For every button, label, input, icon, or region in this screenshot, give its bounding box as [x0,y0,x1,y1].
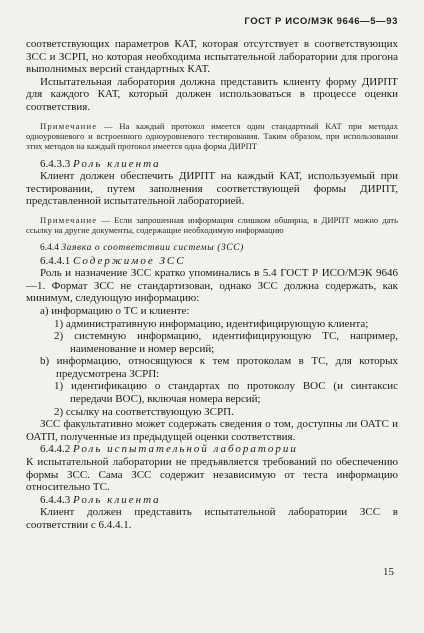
section-title: Роль клиента [73,157,161,170]
note-text: — Если запрошенная информация слишком обширна, в ДИРПТ можно дать ссылку на другие документы, содержащие необходимую информацию [26,214,398,235]
paragraph: ЗСС факультативно может содержать сведения о том, доступны ли ОАТС и ОАТП, полученные из предыдущей оценки соответствия. [26,418,398,443]
section-heading [26,158,398,171]
note-text: — На каждый протокол имеется один стандартный КАТ при методах одноуровневого и встроенного одноуровневого тестирования. Таким образом, при использовании этих методов на каждый протокол имеется одна форма ДИРПТ [26,120,398,151]
list-item: 1) идентификацию о стандартах по протоколу ВОС (и синтаксис передачи ВОС), включая номера версий; [54,380,398,406]
page-number: 15 [383,566,394,578]
section-title: Роль клиента [73,493,161,506]
list-item: 2) ссылку на соответствующую ЗСРП. [54,405,234,418]
section-heading [26,242,398,255]
paragraph: соответствующих параметров КАТ, которая отсутствует в соответствующих ЗСС и ЗСРП, но которая необходима испытательной лаборатории для прогона выполнимых версий стандартных КАТ. [26,38,398,76]
section-number: 6.4.4 [40,242,59,253]
paragraph: К испытательной лаборатории не предъявляется требований по обеспечению формы ЗСС. Сама ЗСС содержит независимую от теста информацию относительно ТС. [26,456,398,494]
note-label: Примечание [40,120,98,131]
section-heading [26,443,398,456]
paragraph: Клиент должен представить испытательной лаборатории ЗСС в соответствии с 6.4.4.1. [26,506,398,531]
document-body [26,38,398,532]
section-title: Роль испытательной лаборатории [73,443,298,456]
list-item: а) информацию о ТС и клиенте: [40,304,190,317]
section-title: Содержимое ЗСС [73,254,186,267]
paragraph: Клиент должен обеспечить ДИРПТ на каждый КАТ, используемый при тестировании, путем заполнения соответствующей формы ДИРПТ, представленной испытательной лабораторией. [26,170,398,208]
section-heading [26,494,398,507]
section-title: Заявка о соответствии системы (ЗСС) [61,242,244,253]
note [26,121,398,151]
section-number: 6.4.4.1 [40,254,71,267]
paragraph: Роль и назначение ЗСС кратко упоминались в 5.4 ГОСТ Р ИСО/МЭК 9646—1. Формат ЗСС не стандартизован, однако ЗСС должна содержать, как минимум, следующую информацию: [26,267,398,305]
note-label: Примечание [40,214,98,225]
note [26,215,398,235]
section-heading [26,255,398,268]
list-item: 2) системную информацию, идентифицирующую ТС, например, наименование и номер версий; [54,330,398,355]
section-number: 6.4.4.3 [40,493,71,506]
section-number: 6.4.4.2 [40,443,71,456]
list-item: b) информацию, относящуюся к тем протоколам в ТС, для которых предусмотрена ЗСРП: [40,355,398,380]
section-number: 6.4.3.3 [40,157,71,170]
standard-header: ГОСТ Р ИСО/МЭК 9646—5—93 [244,16,398,27]
paragraph: Испытательная лаборатория должна представить клиенту форму ДИРПТ для каждого КАТ, который должен использоваться в процессе оценки соответствия. [26,75,398,113]
list-item: 1) административную информацию, идентифицирующую клиента; [54,317,369,330]
